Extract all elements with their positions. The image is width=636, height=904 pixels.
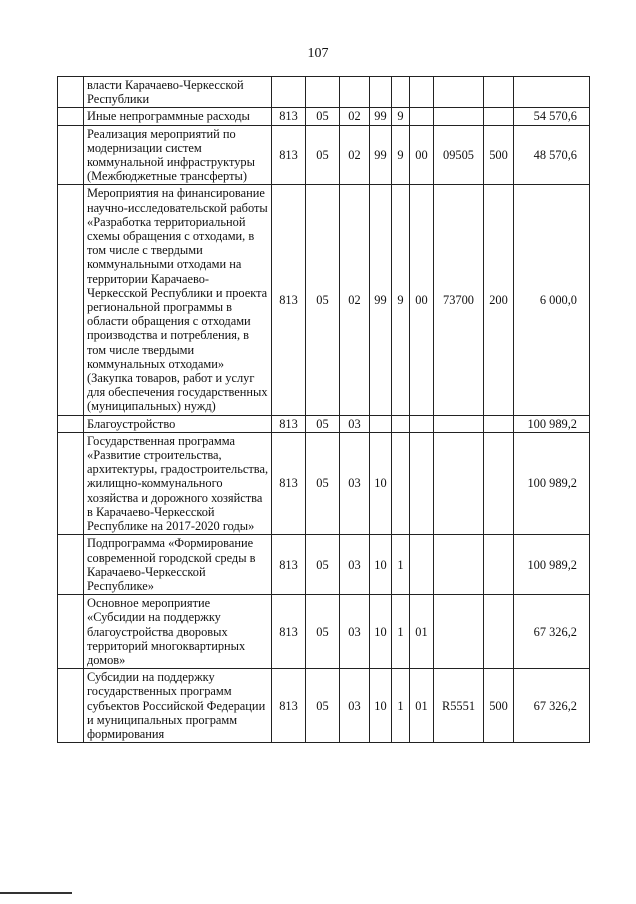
page-number: 107 <box>307 46 329 61</box>
row-subprogram-cell: 1 <box>392 595 410 669</box>
row-direction-cell <box>434 108 484 125</box>
row-subprogram-cell <box>392 432 410 534</box>
row-direction-cell <box>434 432 484 534</box>
row-event-cell: 00 <box>410 125 434 185</box>
row-section-cell: 05 <box>306 669 340 743</box>
table-row <box>58 108 590 125</box>
row-expense-type-cell <box>484 415 514 432</box>
row-subprogram-cell: 1 <box>392 669 410 743</box>
row-amount-cell: 48 570,6 <box>514 125 590 185</box>
row-subsection-cell: 02 <box>340 125 370 185</box>
row-direction-cell <box>434 535 484 595</box>
row-margin-cell <box>58 108 84 125</box>
row-grbs-cell: 813 <box>272 595 306 669</box>
row-section-cell: 05 <box>306 415 340 432</box>
row-section-cell: 05 <box>306 595 340 669</box>
row-name-cell: Государственная программа «Развитие строительства, архитектуры, градостроительства, жилищно-коммунального хозяйства и дорожного хозяйства в Карачаево-Черкесской Республике на 2017-2020 годы» <box>84 432 272 534</box>
row-subprogram-cell: 9 <box>392 108 410 125</box>
row-name-cell: власти Карачаево-Черкесской Республики <box>84 77 272 108</box>
row-program-cell: 10 <box>370 595 392 669</box>
row-event-cell: 01 <box>410 669 434 743</box>
row-expense-type-cell <box>484 77 514 108</box>
row-amount-cell: 100 989,2 <box>514 415 590 432</box>
row-subprogram-cell: 9 <box>392 125 410 185</box>
row-grbs-cell: 813 <box>272 535 306 595</box>
row-amount-cell: 100 989,2 <box>514 535 590 595</box>
row-name-cell: Субсидии на поддержку государственных программ субъектов Российской Федерации и муниципальных программ формирования <box>84 669 272 743</box>
row-program-cell <box>370 77 392 108</box>
row-subsection-cell: 02 <box>340 108 370 125</box>
row-expense-type-cell: 500 <box>484 125 514 185</box>
row-margin-cell <box>58 415 84 432</box>
row-section-cell <box>306 77 340 108</box>
row-name-cell: Благоустройство <box>84 415 272 432</box>
row-event-cell <box>410 108 434 125</box>
row-program-cell <box>370 415 392 432</box>
row-subprogram-cell <box>392 415 410 432</box>
row-subsection-cell: 03 <box>340 595 370 669</box>
row-amount-cell <box>514 77 590 108</box>
row-direction-cell: R5551 <box>434 669 484 743</box>
row-program-cell: 99 <box>370 185 392 415</box>
row-margin-cell <box>58 432 84 534</box>
row-subprogram-cell <box>392 77 410 108</box>
row-name-cell: Основное мероприятие «Субсидии на поддержку благоустройства дворовых территорий многоквартирных домов» <box>84 595 272 669</box>
row-grbs-cell: 813 <box>272 125 306 185</box>
row-subsection-cell: 03 <box>340 669 370 743</box>
row-event-cell <box>410 535 434 595</box>
row-expense-type-cell: 200 <box>484 185 514 415</box>
table-row <box>58 185 590 415</box>
table-row <box>58 535 590 595</box>
row-program-cell: 10 <box>370 535 392 595</box>
row-subprogram-cell: 9 <box>392 185 410 415</box>
row-event-cell <box>410 415 434 432</box>
row-section-cell: 05 <box>306 125 340 185</box>
row-amount-cell: 54 570,6 <box>514 108 590 125</box>
row-expense-type-cell <box>484 595 514 669</box>
budget-table <box>57 76 590 743</box>
row-margin-cell <box>58 595 84 669</box>
table-row <box>58 595 590 669</box>
table-row <box>58 432 590 534</box>
row-section-cell: 05 <box>306 185 340 415</box>
row-direction-cell <box>434 595 484 669</box>
row-amount-cell: 6 000,0 <box>514 185 590 415</box>
row-subsection-cell: 03 <box>340 415 370 432</box>
table-body <box>58 77 590 743</box>
row-grbs-cell: 813 <box>272 415 306 432</box>
row-subsection-cell <box>340 77 370 108</box>
row-event-cell: 00 <box>410 185 434 415</box>
row-subsection-cell: 03 <box>340 432 370 534</box>
row-program-cell: 99 <box>370 108 392 125</box>
row-margin-cell <box>58 535 84 595</box>
row-expense-type-cell <box>484 432 514 534</box>
row-direction-cell: 73700 <box>434 185 484 415</box>
table-row <box>58 77 590 108</box>
row-event-cell: 01 <box>410 595 434 669</box>
row-subsection-cell: 02 <box>340 185 370 415</box>
row-margin-cell <box>58 125 84 185</box>
row-amount-cell: 67 326,2 <box>514 669 590 743</box>
row-name-cell: Подпрограмма «Формирование современной городской среды в Карачаево-Черкесской Республике» <box>84 535 272 595</box>
row-subprogram-cell: 1 <box>392 535 410 595</box>
row-name-cell: Мероприятия на финансирование научно-исследовательской работы «Разработка территориальной схемы обращения с отходами, в том числе с твердыми коммунальными отходами на территории Карачаево-Черкесской Республики и проекта региональной программы в области обращения с отходами производства и потребления, в том числе твердыми коммунальных отходами» (Закупка товаров, работ и услуг для обеспечения государственных (муниципальных) нужд) <box>84 185 272 415</box>
row-grbs-cell <box>272 77 306 108</box>
row-program-cell: 10 <box>370 669 392 743</box>
row-direction-cell <box>434 415 484 432</box>
row-margin-cell <box>58 77 84 108</box>
table-row <box>58 669 590 743</box>
row-margin-cell <box>58 185 84 415</box>
margin-mark <box>0 892 72 894</box>
row-margin-cell <box>58 669 84 743</box>
row-event-cell <box>410 77 434 108</box>
row-grbs-cell: 813 <box>272 432 306 534</box>
table-row <box>58 415 590 432</box>
row-section-cell: 05 <box>306 108 340 125</box>
row-amount-cell: 67 326,2 <box>514 595 590 669</box>
row-expense-type-cell: 500 <box>484 669 514 743</box>
row-section-cell: 05 <box>306 535 340 595</box>
row-name-cell: Иные непрограммные расходы <box>84 108 272 125</box>
row-program-cell: 10 <box>370 432 392 534</box>
row-direction-cell <box>434 77 484 108</box>
row-subsection-cell: 03 <box>340 535 370 595</box>
row-grbs-cell: 813 <box>272 108 306 125</box>
row-event-cell <box>410 432 434 534</box>
row-grbs-cell: 813 <box>272 669 306 743</box>
row-expense-type-cell <box>484 108 514 125</box>
row-expense-type-cell <box>484 535 514 595</box>
row-direction-cell: 09505 <box>434 125 484 185</box>
row-grbs-cell: 813 <box>272 185 306 415</box>
row-amount-cell: 100 989,2 <box>514 432 590 534</box>
table-row <box>58 125 590 185</box>
row-section-cell: 05 <box>306 432 340 534</box>
row-name-cell: Реализация мероприятий по модернизации систем коммунальной инфраструктуры (Межбюджетные трансферты) <box>84 125 272 185</box>
row-program-cell: 99 <box>370 125 392 185</box>
